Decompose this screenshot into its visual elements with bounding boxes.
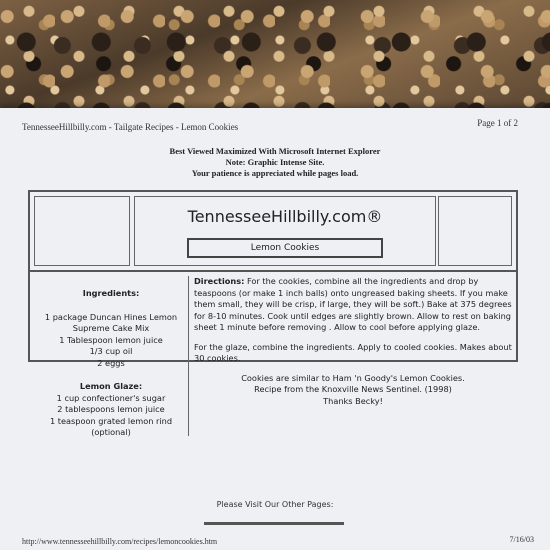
ingredient-item: 1/3 cup oil [89, 346, 133, 356]
footer-divider [204, 522, 344, 525]
directions-label: Directions: [194, 276, 245, 286]
header-left-cell [34, 196, 130, 266]
page-breadcrumb: TennesseeHillbilly.com - Tailgate Recipes - Lemon Cookies [22, 122, 239, 132]
header-center-cell [134, 196, 436, 266]
page-number: Page 1 of 2 [477, 118, 518, 128]
directions-text: For the cookies, combine all the ingredients and drop by teaspoons (or make 1 inch balls) onto ungreased baking sheets. If you make them small, they will be crisp, if large, they will be soft.) Bake at 375 degrees for 8-10 minutes. Cook until edges are slightly brown. Allow to rest on baking sheet 1 minute before removing . Allow to cool before applying glaze. [194, 276, 512, 332]
recipe-source: Recipe from the Knoxville News Sentinel. (1998) [254, 384, 452, 394]
notice-line-2: Note: Graphic Intense Site. [225, 157, 325, 167]
glaze-item: 2 tablespoons lemon juice [57, 404, 165, 414]
directions-column [194, 276, 512, 436]
ingredient-item: 2 eggs [97, 357, 125, 368]
printed-page [0, 108, 550, 550]
browser-notice [0, 146, 550, 179]
notice-line-1: Best Viewed Maximized With Microsoft Internet Explorer [169, 146, 381, 156]
ingredient-item: 1 Tablespoon lemon juice [59, 334, 163, 345]
recipe-frame [28, 190, 518, 437]
glaze-item: (optional) [91, 427, 131, 437]
recipe-title: Lemon Cookies [187, 238, 383, 258]
page-url: http://www.tennesseehillbilly.com/recipes/lemoncookies.htm [22, 537, 218, 546]
visit-other-pages-link[interactable]: Please Visit Our Other Pages: [216, 500, 334, 509]
ingredients-title: Ingredients: [82, 288, 140, 298]
recipe-note: Cookies are similar to Ham 'n Goody's Lemon Cookies. [241, 372, 465, 383]
glaze-title: Lemon Glaze: [79, 381, 143, 391]
granite-countertop [0, 0, 550, 112]
ingredient-item: 1 package Duncan Hines Lemon [44, 311, 178, 322]
glaze-item: 1 teaspoon grated lemon rind [49, 415, 173, 426]
print-date: 7/16/03 [509, 535, 534, 544]
frame-header [30, 192, 516, 272]
glaze-item: 1 cup confectioner's sugar [56, 392, 166, 403]
recipe-thanks: Thanks Becky! [323, 395, 383, 406]
header-right-cell [438, 196, 512, 266]
notice-line-3: Your patience is appreciated while pages load. [191, 168, 359, 178]
ingredients-column [34, 276, 189, 436]
ingredient-item: Supreme Cake Mix [72, 323, 150, 333]
site-title: TennesseeHillbilly.com® [187, 207, 383, 226]
directions-paragraph [194, 276, 512, 334]
glaze-directions: For the glaze, combine the ingredients. Apply to cooled cookies. Makes about 30 cookies. [194, 341, 512, 363]
